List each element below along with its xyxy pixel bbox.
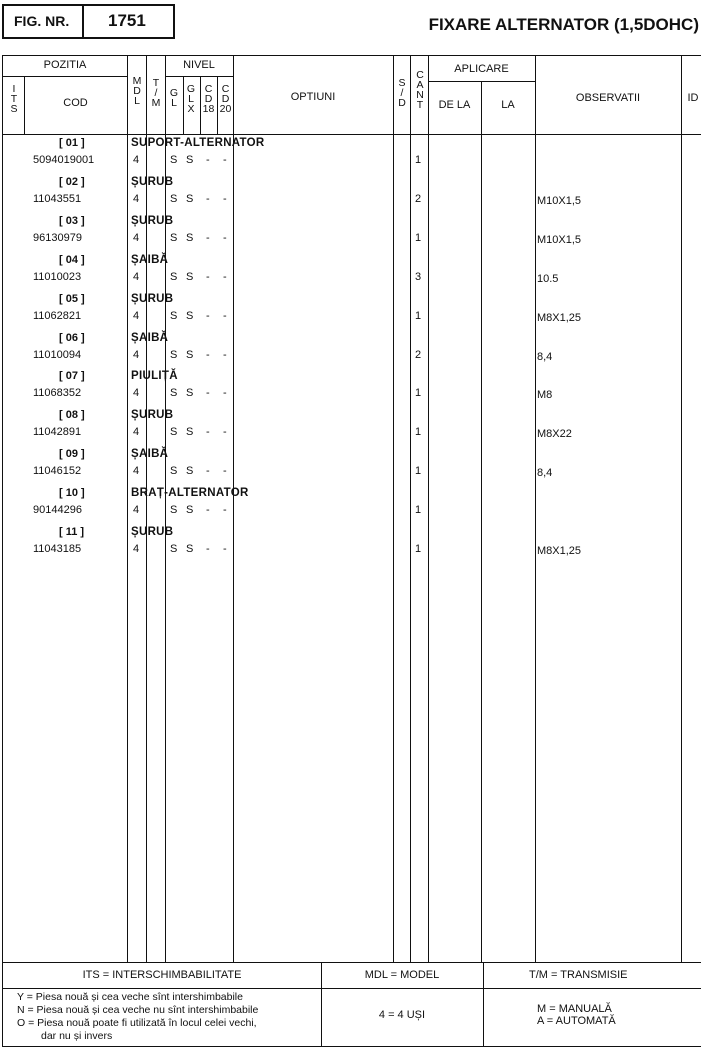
header-pozitia: POZITIA: [43, 59, 87, 71]
header-glx: G L X: [186, 83, 196, 115]
part-level-glx: S: [186, 426, 194, 439]
part-level-gl: S: [170, 192, 178, 205]
part-level-cd20: -: [223, 465, 227, 478]
part-quantity: 2: [415, 348, 422, 361]
part-level-gl: S: [170, 543, 178, 555]
header-sd: S / D: [398, 77, 406, 109]
part-level-cd18: -: [206, 192, 210, 205]
part-observation: M8X22: [537, 428, 572, 441]
part-code: 11010023: [33, 270, 82, 283]
legend-n: N = Piesa nouă și cea veche nu sînt intershimbabile: [17, 1004, 259, 1016]
part-quantity: 1: [415, 543, 422, 555]
part-name: ȘAIBĂ: [131, 448, 169, 461]
part-quantity: 2: [415, 192, 422, 205]
part-model: 4: [133, 309, 140, 322]
legend-o: O = Piesa nouă poate fi utilizată în locul celei vechi,: [17, 1017, 257, 1029]
header-cant: C A N T: [416, 69, 424, 111]
header-cd20: C D 20: [219, 83, 232, 115]
part-position: [ 05 ]: [59, 292, 85, 305]
header-aplicare: APLICARE: [454, 63, 509, 75]
part-level-glx: S: [186, 231, 194, 244]
part-model: 4: [133, 543, 140, 555]
part-model: 4: [133, 348, 140, 361]
legend: [2, 963, 701, 1047]
legend-tm: T/M = TRANSMISIE: [529, 969, 628, 981]
part-level-glx: S: [186, 192, 194, 205]
part-observation: M10X1,5: [537, 194, 582, 207]
part-quantity: 1: [415, 426, 422, 439]
part-quantity: 1: [415, 154, 422, 166]
part-code: 90144296: [33, 504, 82, 517]
part-level-cd18: -: [206, 465, 210, 478]
part-level-gl: S: [170, 387, 178, 400]
part-model: 4: [133, 154, 140, 166]
part-code: 11010094: [33, 348, 82, 361]
part-level-cd20: -: [223, 309, 227, 322]
part-level-cd20: -: [223, 426, 227, 439]
figure-label: FIG. NR.: [14, 13, 70, 29]
header-nivel: NIVEL: [183, 59, 215, 71]
part-level-cd18: -: [206, 231, 210, 244]
part-observation: 10.5: [537, 272, 559, 285]
part-name: BRAȚ-ALTERNATOR: [131, 487, 249, 500]
part-level-cd18: -: [206, 543, 210, 555]
legend-o-cont: dar nu și invers: [41, 1030, 113, 1042]
part-code: 5094019001: [33, 154, 95, 166]
part-quantity: 1: [415, 387, 422, 400]
part-level-glx: S: [186, 465, 194, 478]
part-level-gl: S: [170, 270, 178, 283]
part-level-cd18: -: [206, 154, 210, 166]
part-level-cd20: -: [223, 348, 227, 361]
part-model: 4: [133, 231, 140, 244]
part-position: [ 03 ]: [59, 214, 85, 227]
part-level-cd20: -: [223, 154, 227, 166]
part-model: 4: [133, 465, 140, 478]
part-level-cd20: -: [223, 504, 227, 517]
part-position: [ 10 ]: [59, 487, 85, 500]
part-level-gl: S: [170, 231, 178, 244]
part-level-glx: S: [186, 270, 194, 283]
part-level-gl: S: [170, 309, 178, 322]
header-cd18: C D 18: [202, 83, 215, 115]
part-position: [ 01 ]: [59, 137, 85, 149]
part-name: PIULIȚĂ: [131, 370, 178, 383]
part-model: 4: [133, 270, 140, 283]
part-position: [ 07 ]: [59, 370, 85, 383]
header-observatii: OBSERVATII: [575, 92, 641, 104]
part-level-glx: S: [186, 154, 194, 166]
part-level-gl: S: [170, 348, 178, 361]
part-quantity: 1: [415, 309, 422, 322]
part-level-cd20: -: [223, 387, 227, 400]
header-de-la: DE LA: [438, 99, 471, 111]
part-level-glx: S: [186, 348, 194, 361]
parts-table: [2, 55, 701, 963]
header-its: I T S: [10, 83, 18, 115]
legend-its: ITS = INTERSCHIMBABILITATE: [82, 969, 242, 981]
part-name: ȘURUB: [131, 409, 174, 422]
part-name: ȘURUB: [131, 292, 174, 305]
part-level-gl: S: [170, 465, 178, 478]
part-level-gl: S: [170, 426, 178, 439]
part-level-cd20: -: [223, 231, 227, 244]
part-model: 4: [133, 426, 140, 439]
part-quantity: 1: [415, 465, 422, 478]
legend-mdl: MDL = MODEL: [364, 969, 440, 981]
part-observation: M10X1,5: [537, 233, 582, 246]
header-id: ID: [687, 92, 699, 104]
part-level-cd20: -: [223, 270, 227, 283]
part-level-cd18: -: [206, 270, 210, 283]
part-name: SUPORT-ALTERNATOR: [131, 137, 265, 149]
part-code: 11042891: [33, 426, 82, 439]
part-level-cd18: -: [206, 504, 210, 517]
part-quantity: 3: [415, 270, 422, 283]
part-code: 96130979: [33, 231, 82, 244]
part-position: [ 09 ]: [59, 448, 85, 461]
part-name: ȘURUB: [131, 175, 174, 188]
part-level-cd18: -: [206, 387, 210, 400]
part-quantity: 1: [415, 504, 422, 517]
part-position: [ 04 ]: [59, 253, 85, 266]
legend-y: Y = Piesa nouă și cea veche sînt intershimbabile: [17, 991, 243, 1003]
header-cod: COD: [63, 97, 88, 109]
part-observation: M8X1,25: [537, 311, 582, 324]
part-position: [ 06 ]: [59, 331, 85, 344]
header-optiuni: OPTIUNI: [290, 91, 336, 103]
figure-number: 1751: [108, 11, 146, 30]
part-observation: 8,4: [537, 350, 553, 363]
header-gl: G L: [169, 87, 179, 109]
part-observation: M8X1,25: [537, 545, 582, 557]
part-position: [ 08 ]: [59, 409, 85, 422]
legend-manual: M = MANUALĂ: [537, 1003, 612, 1015]
part-level-cd18: -: [206, 426, 210, 439]
part-name: ȘURUB: [131, 526, 174, 538]
header-mdl: M D L: [132, 75, 142, 107]
part-code: 11046152: [33, 465, 82, 478]
part-name: ȘAIBĂ: [131, 253, 169, 266]
part-level-cd18: -: [206, 348, 210, 361]
part-observation: 8,4: [537, 467, 553, 480]
part-level-glx: S: [186, 309, 194, 322]
part-position: [ 11 ]: [59, 526, 85, 538]
part-quantity: 1: [415, 231, 422, 244]
part-code: 11068352: [33, 387, 82, 400]
legend-model-value: 4 = 4 UȘI: [378, 1009, 426, 1021]
header-tm: T / M: [151, 77, 161, 109]
part-level-gl: S: [170, 504, 178, 517]
part-model: 4: [133, 504, 140, 517]
part-observation: M8: [537, 389, 553, 402]
part-level-glx: S: [186, 387, 194, 400]
part-name: ȘAIBĂ: [131, 331, 169, 344]
part-level-cd20: -: [223, 543, 227, 555]
part-code: 11043185: [33, 543, 82, 555]
part-level-cd18: -: [206, 309, 210, 322]
part-level-gl: S: [170, 154, 178, 166]
page-title: FIXARE ALTERNATOR (1,5DOHC): [428, 15, 699, 34]
part-code: 11062821: [33, 309, 82, 322]
header-la: LA: [501, 99, 515, 111]
part-name: ȘURUB: [131, 214, 174, 227]
part-model: 4: [133, 387, 140, 400]
part-level-glx: S: [186, 504, 194, 517]
part-level-glx: S: [186, 543, 194, 555]
part-model: 4: [133, 192, 140, 205]
part-level-cd20: -: [223, 192, 227, 205]
part-code: 11043551: [33, 192, 82, 205]
part-position: [ 02 ]: [59, 175, 85, 188]
legend-automat: A = AUTOMATĂ: [537, 1015, 616, 1027]
